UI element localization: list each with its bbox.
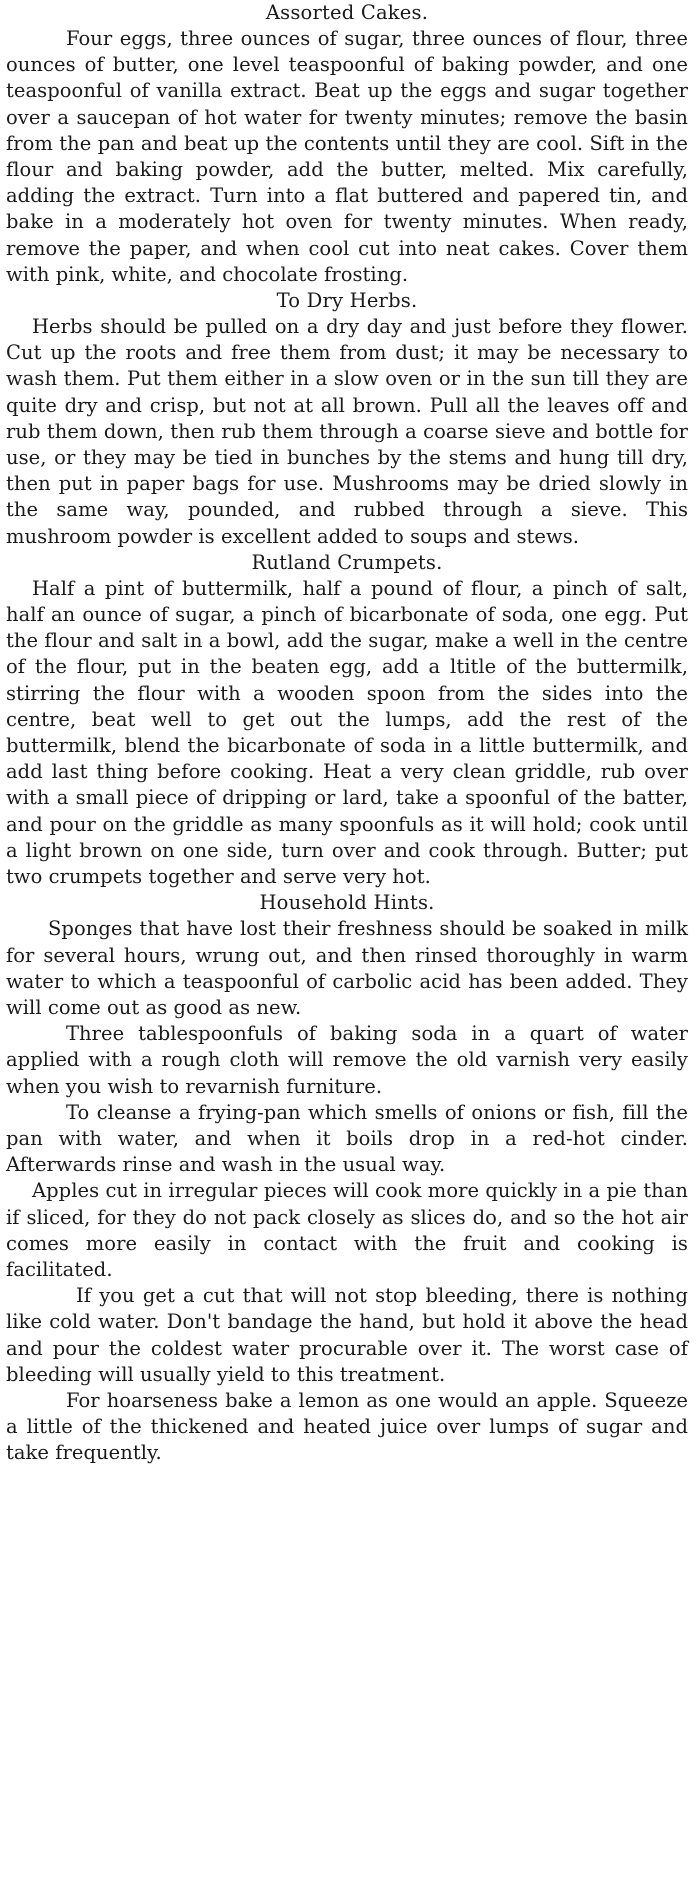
hint-paragraph-apples: Apples cut in irregular pieces will cook more quickly in a pie than if sliced, for they do not pack closely as slices do, and so the hot air comes more easily in contact with the fruit and cooking is facilitated. [6,1179,688,1281]
section-title-household-hints: Household Hints. [259,891,435,915]
section-title-to-dry-herbs: To Dry Herbs. [276,289,418,313]
recipe-paragraph-rutland-crumpets: Half a pint of buttermilk, half a pound of flour, a pinch of salt, half an ounce of sugar, a pinch of bicarbonate of soda, one egg. Put the flour and salt in a bowl, add the sugar, make a well in the centre of the flour, put in the beaten egg, add a ltitle of the buttermilk, stirring the flour with a wooden spoon from the sides into the centre, beat well to get out the lumps, add the rest of the buttermilk, blend the bicarbonate of soda in a little buttermilk, and add last thing before cooking. Heat a very clean griddle, rub over with a small piece of dripping or lard, take a spoonful of the batter, and pour on the griddle as many spoonfuls as it will hold; cook until a light brown on one side, turn over and cook through. Butter; put two crumpets together and serve very hot. [6,576,688,889]
hint-paragraph-frying-pan: To cleanse a frying-pan which smells of onions or fish, fill the pan with water, and when it boils drop in a red-hot cinder. Afterwards rinse and wash in the usual way. [6,1100,688,1177]
hint-paragraph-hoarseness: For hoarseness bake a lemon as one would an apple. Squeeze a little of the thickened and heated juice over lumps of sugar and take frequently. [6,1388,688,1465]
recipe-paragraph-to-dry-herbs: Herbs should be pulled on a dry day and just before they flower. Cut up the roots and free them from dust; it may be necessary to wash them. Put them either in a slow oven or in the sun till they are quite dry and crisp, but not at all brown. Pull all the leaves off and rub them down, then rub them through a coarse sieve and bottle for use, or they may be tied in bunches by the stems and hung till dry, then put in paper bags for use. Mushrooms may be dried slowly in the same way, pounded, and rubbed through a sieve. This mushroom powder is excellent added to soups and stews. [6,315,688,548]
hint-paragraph-sponges: Sponges that have lost their freshness should be soaked in milk for several hours, wrung out, and then rinsed thoroughly in warm water to which a teaspoonful of carbolic acid has been added. They will come out as good as new. [6,917,688,1019]
hint-paragraph-varnish: Three tablespoonfuls of baking soda in a quart of water applied with a rough cloth will remove the old varnish very easily when you wish to revarnish furniture. [6,1022,688,1098]
recipe-paragraph-assorted-cakes: Four eggs, three ounces of sugar, three ounces of flour, three ounces of butter, one level teaspoonful of baking powder, and one teaspoonful of vanilla extract. Beat up the eggs and sugar together over a saucepan of hot water for twenty minutes; remove the basin from the pan and beat up the contents until they are cool. Sift in the flour and baking powder, add the butter, melted. Mix carefully, adding the extract. Turn into a flat buttered and papered tin, and bake in a moderately hot oven for twenty minutes. When ready, remove the paper, and when cool cut into neat cakes. Cover them with pink, white, and chocolate frosting. [6,27,688,286]
section-title-rutland-crumpets: Rutland Crumpets. [251,550,443,574]
hint-paragraph-bleeding: If you get a cut that will not stop bleeding, there is nothing like cold water. Don't bandage the hand, but hold it above the head and pour the coldest water procurable over it. The worst case of bleeding will usually yield to this treatment. [6,1284,688,1386]
section-title-assorted-cakes: Assorted Cakes. [265,1,429,24]
